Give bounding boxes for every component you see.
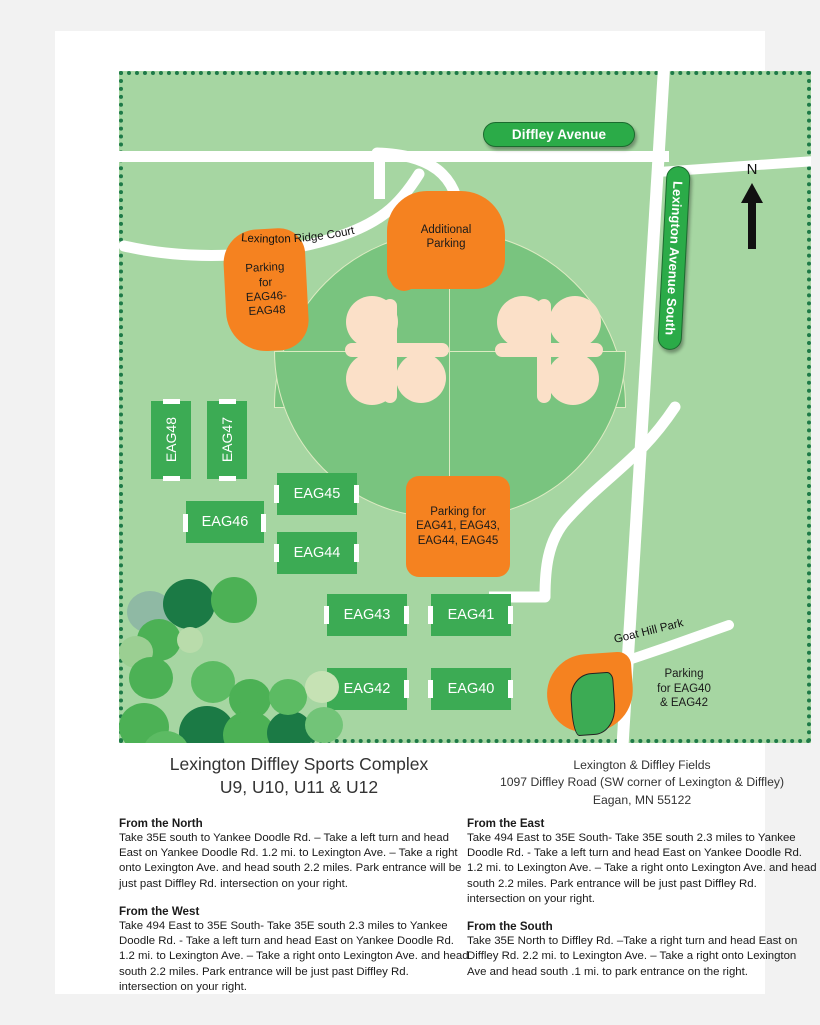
tree [305,671,339,703]
parking-eag40-eag42-label: Parking for EAG40 & EAG42 [657,668,711,710]
goal-eag43-left [324,606,329,624]
directions-from-north-heading: From the North [119,817,203,830]
svg-text:Lexington Ridge Court: Lexington Ridge Court [240,224,356,246]
compass-north [739,161,765,251]
goal-eag45-right [354,485,359,503]
field-eag42-label: EAG42 [343,681,391,697]
field-eag47-label: EAG47 [219,417,235,463]
field-eag43[interactable] [327,594,407,636]
tree [211,577,257,623]
directions-from-south-body: Take 35E North to Diffley Rd. –Take a right turn and head East on Diffley Rd. 2.2 mi. to Lexington Ave. – Take a right onto Lexington Ave and head south .1 mi. to park entrance on the right. [467,935,798,978]
field-eag46[interactable] [186,501,264,543]
directions-from-east-heading: From the East [467,817,545,830]
field-eag40[interactable] [431,668,511,710]
directions-column-left [119,817,469,1004]
goal-eag45-left [274,485,279,503]
goal-eag48-top [163,399,180,404]
title-line-1: Lexington Diffley Sports Complex [169,754,429,774]
north-arrow-icon [739,181,765,251]
goal-eag40-left [428,680,433,698]
parking-eag40-eag42-label-box [631,659,737,719]
directions-from-east [467,817,817,907]
infield-bar-h-right [495,343,603,357]
directions-from-north [119,817,469,892]
infield-bar-h-left [345,343,449,357]
label-lexington-avenue-south-text: Lexington Avenue South [662,180,686,336]
tree [305,707,343,743]
field-eag48[interactable] [151,401,191,479]
compass-north-label: N [746,161,758,178]
field-eag42[interactable] [327,668,407,710]
tree [177,627,203,653]
address-line-2: 1097 Diffley Road (SW corner of Lexington & Diffley) [499,775,785,790]
directions-from-south-heading: From the South [467,920,553,934]
goal-eag42-right [404,680,409,698]
label-diffley-avenue-text: Diffley Avenue [511,127,607,142]
directions-from-west [119,905,469,995]
label-lexington-ridge-court [237,201,477,251]
goal-eag48-bottom [163,476,180,481]
directions-from-west-heading: From the West [119,904,200,918]
goal-eag43-right [404,606,409,624]
map-canvas [119,71,811,743]
address-line-1: Lexington & Diffley Fields [573,758,711,772]
goal-eag40-right [508,680,513,698]
sheet [55,31,817,994]
venue-address [465,757,819,809]
field-eag41[interactable] [431,594,511,636]
directions-from-south [467,920,817,980]
goal-eag46-left [183,514,188,532]
goal-eag41-right [508,606,513,624]
additional-parking-label: Additional Parking [420,223,472,250]
field-eag46-label: EAG46 [201,514,249,530]
field-eag40-label: EAG40 [447,681,495,697]
tree [129,657,173,699]
infield-se-1 [547,353,599,405]
goal-eag41-left [428,606,433,624]
tree [269,679,307,715]
field-eag48-label: EAG48 [163,417,179,463]
address-line-3: Eagan, MN 55122 [592,792,692,807]
goal-eag46-right [261,514,266,532]
label-diffley-avenue[interactable] [483,122,635,147]
parking-eag41-43-44-45-label: Parking for EAG41, EAG43, EAG44, EAG45 [416,505,500,547]
field-eag47[interactable] [207,401,247,479]
title-line-2: U9, U10, U11 & U12 [219,776,379,797]
field-eag44-label: EAG44 [293,545,341,561]
page-title [119,753,479,799]
directions-from-west-body: Take 494 East to 35E South- Take 35E south 2.3 miles to Yankee Doodle Rd. - Take a left turn and head East on Yankee Doodle Rd. 1.2 mi. to Lexington Ave. – Take a right onto Lexington Ave. and head south 2.2 miles. Park entrance will be just past Diffley Rd. intersection on your right. [119,919,469,993]
directions-from-east-body: Take 494 East to 35E South- Take 35E south 2.3 miles to Yankee Doodle Rd. - Take a left turn and head East on Yankee Doodle Rd. 1.2 mi. to Lexington Ave. – Take a right onto Lexington Ave. and head south 2.2 miles. Park entrance will be just past Diffley Rd. intersection on your right. [467,832,817,905]
field-eag45-label: EAG45 [293,486,341,502]
directions-column-right [467,817,817,989]
field-eag43-label: EAG43 [343,607,391,623]
parking-eag41-43-44-45[interactable] [406,476,510,577]
field-eag45[interactable] [277,473,357,515]
infield-sw-2 [396,353,446,403]
goal-eag47-top [219,399,236,404]
parking-eag46-eag48-label: Parking for EAG46- EAG48 [245,261,288,319]
label-goat-hill-park [611,601,781,649]
infield-ne-2 [549,296,601,348]
goal-eag47-bottom [219,476,236,481]
field-eag44[interactable] [277,532,357,574]
field-eag41-label: EAG41 [447,607,495,623]
goal-eag44-left [274,544,279,562]
directions-from-north-body: Take 35E south to Yankee Doodle Rd. – Take a left turn and head East on Yankee Doodle Rd. 1.2 mi. to Lexington Ave. – Take a right onto Lexington Ave. and head south 2.2 miles. Park entrance will be just past Diffley Rd. intersection on your right. [119,832,462,890]
svg-text:Goat Hill Park: Goat Hill Park [612,617,685,646]
goal-eag44-right [354,544,359,562]
park-map [119,71,811,743]
